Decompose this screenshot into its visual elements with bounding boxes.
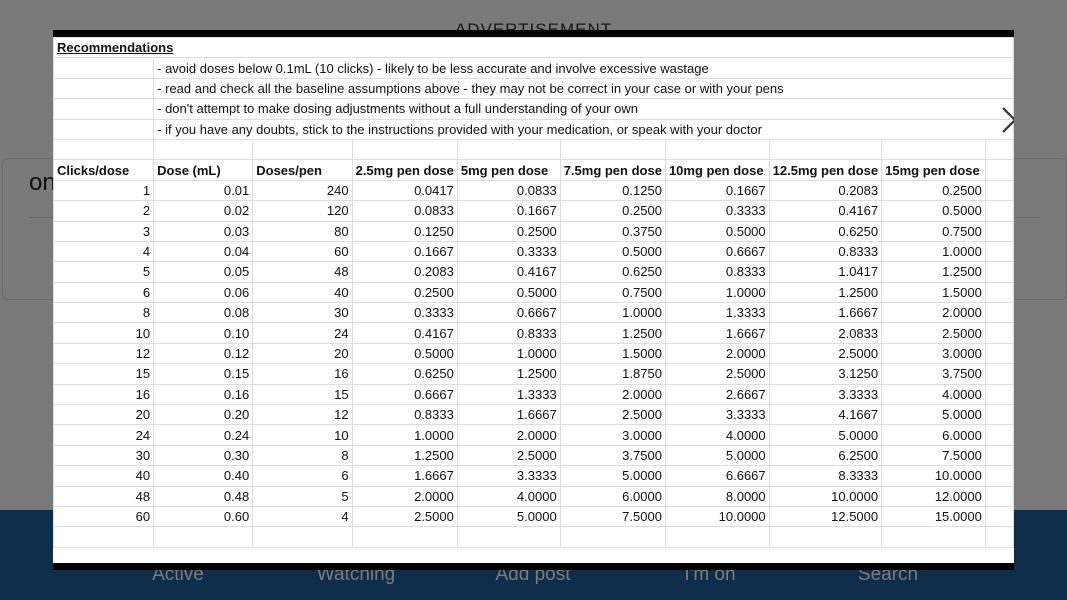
column-header: 2.5mg pen dose: [352, 160, 457, 180]
table-cell: 0.0833: [352, 201, 457, 221]
table-cell: 1.0000: [352, 425, 457, 445]
table-cell: 4.0000: [665, 425, 769, 445]
empty-cell: [253, 139, 352, 159]
table-cell: 1.2500: [882, 262, 986, 282]
table-cell: 2.0000: [352, 486, 457, 506]
empty-cell: [769, 139, 881, 159]
table-cell: 6.0000: [882, 425, 986, 445]
table-cell: 20: [54, 405, 154, 425]
empty-cell: [985, 405, 1013, 425]
table-cell: 12: [54, 343, 154, 363]
table-cell: 0.2500: [352, 282, 457, 302]
table-cell: 1.6667: [769, 303, 881, 323]
empty-cell: [985, 506, 1013, 526]
table-cell: 0.6250: [560, 262, 665, 282]
table-row: [54, 303, 1014, 323]
empty-cell: [457, 139, 560, 159]
empty-cell: [560, 527, 665, 547]
table-cell: 1.0000: [457, 343, 560, 363]
empty-cell: [985, 445, 1013, 465]
table-cell: 5.0000: [769, 425, 881, 445]
table-cell: 2.0000: [665, 343, 769, 363]
table-cell: 0.6667: [352, 384, 457, 404]
table-cell: 4: [54, 241, 154, 261]
table-cell: 240: [253, 180, 352, 200]
table-cell: 0.01: [154, 180, 253, 200]
table-cell: 0.3333: [352, 303, 457, 323]
table-cell: 2.0000: [457, 425, 560, 445]
table-cell: 6.6667: [665, 466, 769, 486]
table-cell: 5.0000: [665, 445, 769, 465]
table-cell: 2.0000: [560, 384, 665, 404]
empty-cell: [985, 343, 1013, 363]
column-header: 12.5mg pen dose: [769, 160, 881, 180]
empty-cell: [985, 160, 1013, 180]
table-row: [54, 466, 1014, 486]
column-header: 15mg pen dose: [882, 160, 986, 180]
table-cell: 8: [54, 303, 154, 323]
table-cell: 10.0000: [882, 466, 986, 486]
empty-cell: [985, 201, 1013, 221]
table-cell: 3: [54, 221, 154, 241]
empty-cell: [985, 466, 1013, 486]
dose-spreadsheet: [53, 37, 1014, 548]
empty-cell: [985, 303, 1013, 323]
table-row: [54, 221, 1014, 241]
table-cell: 0.8333: [769, 241, 881, 261]
table-cell: 1.0417: [769, 262, 881, 282]
table-cell: 0.12: [154, 343, 253, 363]
table-cell: 80: [253, 221, 352, 241]
column-header: 5mg pen dose: [457, 160, 560, 180]
empty-cell: [985, 364, 1013, 384]
table-cell: 8: [253, 445, 352, 465]
table-cell: 0.5000: [457, 282, 560, 302]
table-cell: 1.6667: [352, 466, 457, 486]
table-cell: 0.7500: [560, 282, 665, 302]
table-cell: 3.3333: [665, 405, 769, 425]
table-cell: 0.03: [154, 221, 253, 241]
empty-cell: [665, 139, 769, 159]
table-row: [54, 506, 1014, 526]
empty-cell: [457, 527, 560, 547]
table-cell: 0.1667: [665, 180, 769, 200]
recommendation-cell: [154, 78, 1014, 98]
table-cell: 3.7500: [882, 364, 986, 384]
empty-cell: [665, 527, 769, 547]
table-cell: 8.0000: [665, 486, 769, 506]
table-cell: 10: [253, 425, 352, 445]
recommendation-cell: [154, 58, 1014, 78]
table-cell: 0.1250: [560, 180, 665, 200]
table-cell: 1.0000: [560, 303, 665, 323]
close-icon: [993, 98, 1014, 142]
dose-table: [53, 37, 1014, 548]
table-cell: 2.5000: [560, 405, 665, 425]
table-row: [54, 384, 1014, 404]
empty-cell: [985, 221, 1013, 241]
table-row: [54, 262, 1014, 282]
table-cell: 1.6667: [665, 323, 769, 343]
table-cell: 20: [253, 343, 352, 363]
table-cell: 7.5000: [560, 506, 665, 526]
table-cell: 4: [253, 506, 352, 526]
table-cell: 5: [253, 486, 352, 506]
table-cell: 48: [54, 486, 154, 506]
table-row: [54, 241, 1014, 261]
table-cell: 0.20: [154, 405, 253, 425]
empty-cell: [54, 139, 154, 159]
recommendation-line: - don't attempt to make dosing adjustments without a full understanding of your own: [157, 101, 639, 117]
table-cell: 0.60: [154, 506, 253, 526]
table-cell: 3.0000: [560, 425, 665, 445]
table-cell: 1.3333: [665, 303, 769, 323]
table-cell: 4.0000: [882, 384, 986, 404]
table-cell: 0.2500: [560, 201, 665, 221]
table-cell: 30: [253, 303, 352, 323]
image-modal: [53, 30, 1014, 570]
recommendation-line: - if you have any doubts, stick to the instructions provided with your medication, or speak with your doctor: [157, 121, 762, 137]
table-row: [54, 343, 1014, 363]
column-header: 7.5mg pen dose: [560, 160, 665, 180]
empty-cell: [154, 527, 253, 547]
table-row: [54, 425, 1014, 445]
table-cell: 2.0833: [769, 323, 881, 343]
table-cell: 0.3333: [665, 201, 769, 221]
table-cell: 12.5000: [769, 506, 881, 526]
table-cell: 2.5000: [352, 506, 457, 526]
table-cell: 0.40: [154, 466, 253, 486]
table-cell: 1.2500: [457, 364, 560, 384]
table-cell: 0.0417: [352, 180, 457, 200]
table-cell: 6.2500: [769, 445, 881, 465]
table-cell: 0.8333: [352, 405, 457, 425]
table-cell: 60: [253, 241, 352, 261]
table-cell: 5.0000: [882, 405, 986, 425]
table-cell: 60: [54, 506, 154, 526]
recommendations-title: Recommendations: [57, 40, 174, 56]
empty-cell: [985, 384, 1013, 404]
table-row: [54, 282, 1014, 302]
table-cell: 0.02: [154, 201, 253, 221]
recommendation-line: - avoid doses below 0.1mL (10 clicks) - likely to be less accurate and involve excessive wastage: [157, 60, 709, 76]
table-cell: 0.5000: [352, 343, 457, 363]
table-cell: 2.5000: [665, 364, 769, 384]
table-cell: 1.2500: [769, 282, 881, 302]
table-cell: 6: [54, 282, 154, 302]
table-cell: 0.7500: [882, 221, 986, 241]
close-button[interactable]: [993, 98, 1014, 142]
column-header: 10mg pen dose: [665, 160, 769, 180]
table-cell: 0.10: [154, 323, 253, 343]
table-cell: 3.7500: [560, 445, 665, 465]
table-cell: 15.0000: [882, 506, 986, 526]
table-cell: 1.0000: [882, 241, 986, 261]
recommendation-line: - read and check all the baseline assumptions above - they may not be correct in your case or with your pens: [157, 80, 784, 96]
table-cell: 8.3333: [769, 466, 881, 486]
table-cell: 5.0000: [457, 506, 560, 526]
table-cell: 0.4167: [769, 201, 881, 221]
table-cell: 3.3333: [769, 384, 881, 404]
table-cell: 6.0000: [560, 486, 665, 506]
empty-cell: [352, 139, 457, 159]
table-cell: 0.30: [154, 445, 253, 465]
table-cell: 0.3750: [560, 221, 665, 241]
table-cell: 2.5000: [769, 343, 881, 363]
table-cell: 1.2500: [560, 323, 665, 343]
table-cell: 5: [54, 262, 154, 282]
table-cell: 0.2500: [457, 221, 560, 241]
empty-cell: [985, 486, 1013, 506]
table-cell: 15: [253, 384, 352, 404]
table-cell: 0.5000: [665, 221, 769, 241]
table-cell: 120: [253, 201, 352, 221]
table-cell: 1: [54, 180, 154, 200]
table-cell: 0.5000: [560, 241, 665, 261]
table-cell: 16: [54, 384, 154, 404]
table-cell: 0.06: [154, 282, 253, 302]
column-header: Doses/pen: [253, 160, 352, 180]
table-row: [54, 445, 1014, 465]
table-cell: 2: [54, 201, 154, 221]
table-cell: 0.08: [154, 303, 253, 323]
table-cell: 40: [253, 282, 352, 302]
table-row: [54, 486, 1014, 506]
table-cell: 10: [54, 323, 154, 343]
table-cell: 0.5000: [882, 201, 986, 221]
table-cell: 1.0000: [665, 282, 769, 302]
table-cell: 10.0000: [665, 506, 769, 526]
empty-cell: [882, 139, 986, 159]
table-row: [54, 323, 1014, 343]
table-cell: 0.2083: [352, 262, 457, 282]
table-cell: 0.6667: [665, 241, 769, 261]
table-cell: 16: [253, 364, 352, 384]
table-cell: 0.1667: [457, 201, 560, 221]
empty-cell: [54, 58, 154, 78]
recommendation-cell: [154, 119, 1014, 139]
table-cell: 0.16: [154, 384, 253, 404]
table-cell: 0.3333: [457, 241, 560, 261]
table-cell: 0.24: [154, 425, 253, 445]
table-cell: 0.0833: [457, 180, 560, 200]
table-cell: 2.5000: [882, 323, 986, 343]
table-cell: 1.5000: [882, 282, 986, 302]
table-row: [54, 405, 1014, 425]
empty-cell: [352, 527, 457, 547]
empty-cell: [985, 262, 1013, 282]
empty-cell: [985, 323, 1013, 343]
empty-cell: [54, 527, 154, 547]
table-cell: 15: [54, 364, 154, 384]
table-cell: 5.0000: [560, 466, 665, 486]
table-cell: 2.5000: [457, 445, 560, 465]
empty-cell: [54, 119, 154, 139]
table-cell: 2.6667: [665, 384, 769, 404]
table-cell: 1.5000: [560, 343, 665, 363]
table-cell: 1.6667: [457, 405, 560, 425]
table-cell: 0.05: [154, 262, 253, 282]
empty-cell: [154, 139, 253, 159]
table-cell: 1.8750: [560, 364, 665, 384]
table-cell: 0.4167: [352, 323, 457, 343]
empty-cell: [54, 78, 154, 98]
table-cell: 0.48: [154, 486, 253, 506]
table-cell: 10.0000: [769, 486, 881, 506]
table-cell: 6: [253, 466, 352, 486]
table-row: [54, 364, 1014, 384]
table-cell: 0.6250: [769, 221, 881, 241]
table-cell: 12: [253, 405, 352, 425]
table-cell: 7.5000: [882, 445, 986, 465]
table-cell: 0.8333: [457, 323, 560, 343]
empty-cell: [985, 241, 1013, 261]
table-cell: 0.1250: [352, 221, 457, 241]
recommendations-cell: [54, 38, 1014, 58]
empty-cell: [54, 99, 154, 119]
empty-cell: [769, 527, 881, 547]
table-cell: 1.2500: [352, 445, 457, 465]
table-cell: 30: [54, 445, 154, 465]
table-cell: 0.4167: [457, 262, 560, 282]
table-cell: 3.3333: [457, 466, 560, 486]
empty-cell: [985, 180, 1013, 200]
table-cell: 0.2083: [769, 180, 881, 200]
empty-cell: [253, 527, 352, 547]
empty-cell: [985, 139, 1013, 159]
table-row: [54, 180, 1014, 200]
table-cell: 40: [54, 466, 154, 486]
table-cell: 4.0000: [457, 486, 560, 506]
empty-cell: [985, 282, 1013, 302]
table-cell: 0.2500: [882, 180, 986, 200]
table-cell: 24: [253, 323, 352, 343]
table-cell: 3.1250: [769, 364, 881, 384]
table-cell: 0.04: [154, 241, 253, 261]
empty-cell: [985, 527, 1013, 547]
table-cell: 3.0000: [882, 343, 986, 363]
column-header: Dose (mL): [154, 160, 253, 180]
recommendation-cell: [154, 99, 1014, 119]
table-cell: 4.1667: [769, 405, 881, 425]
column-header: Clicks/dose: [54, 160, 154, 180]
empty-cell: [985, 425, 1013, 445]
table-cell: 0.6667: [457, 303, 560, 323]
table-cell: 1.3333: [457, 384, 560, 404]
table-cell: 0.1667: [352, 241, 457, 261]
empty-cell: [882, 527, 986, 547]
table-cell: 12.0000: [882, 486, 986, 506]
table-cell: 0.6250: [352, 364, 457, 384]
table-cell: 0.8333: [665, 262, 769, 282]
empty-cell: [560, 139, 665, 159]
table-cell: 24: [54, 425, 154, 445]
table-cell: 0.15: [154, 364, 253, 384]
table-row: [54, 201, 1014, 221]
table-cell: 2.0000: [882, 303, 986, 323]
table-cell: 48: [253, 262, 352, 282]
